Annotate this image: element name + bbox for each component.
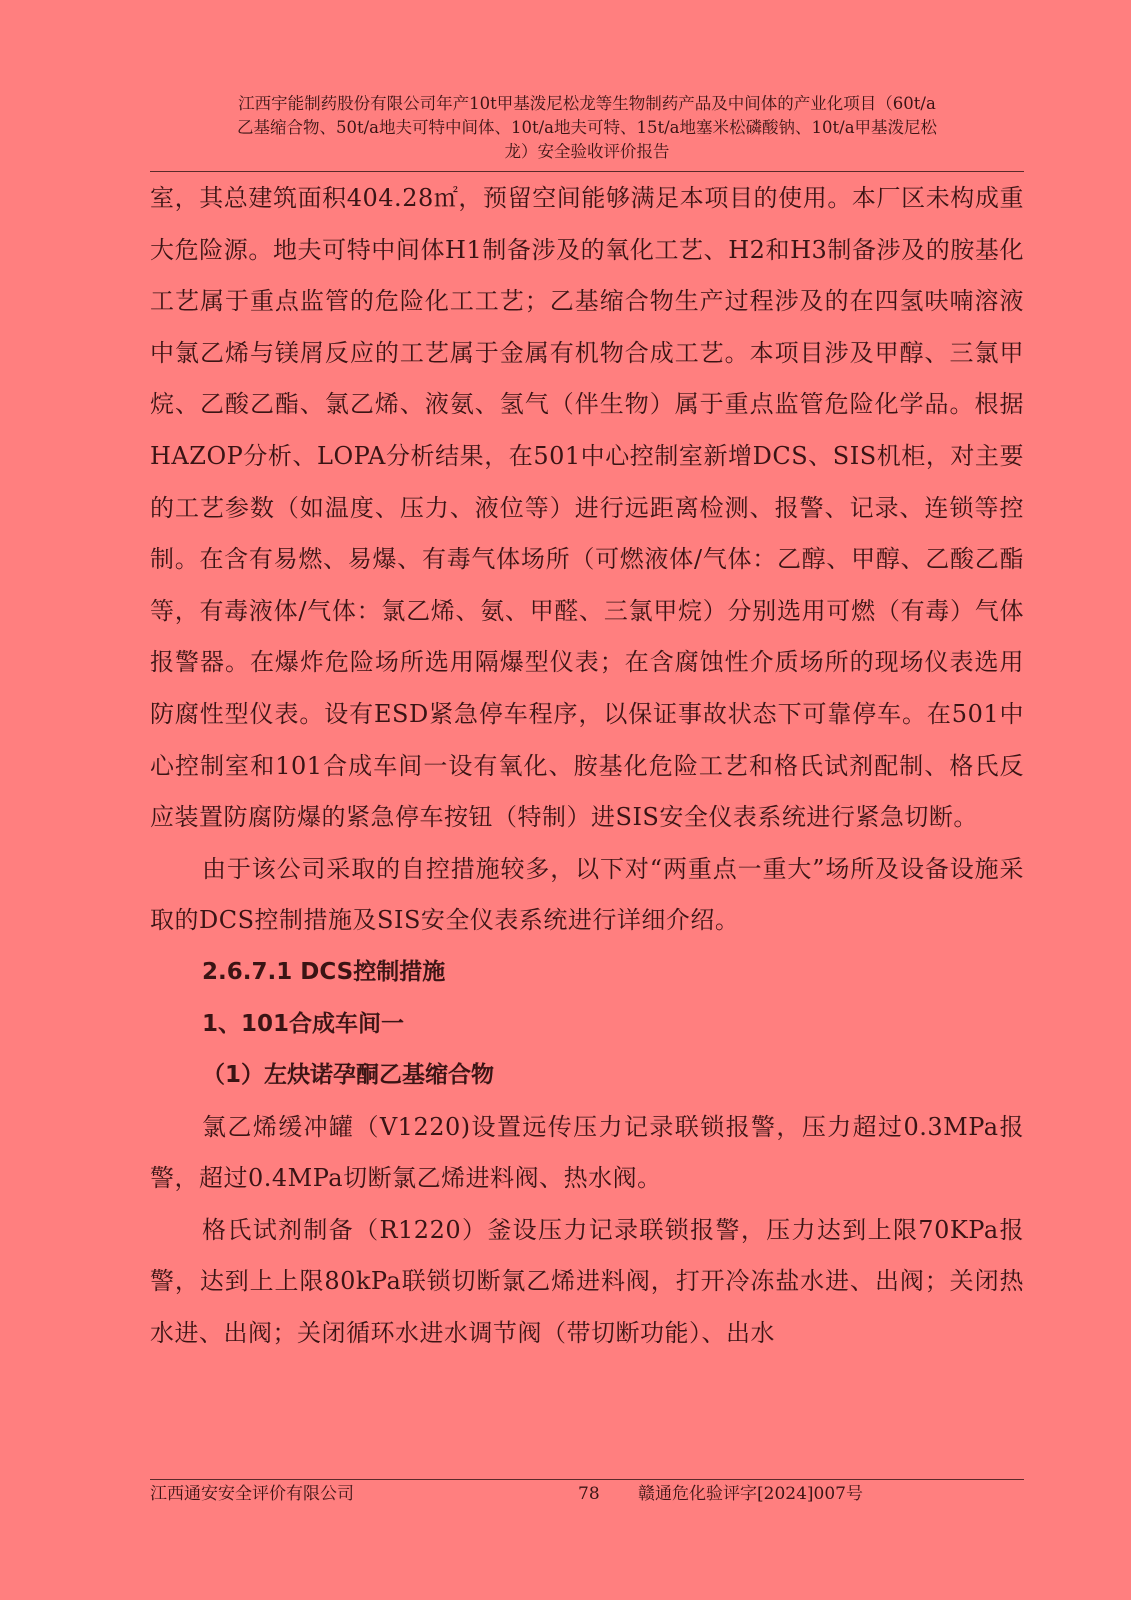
subsection-heading: 1、101合成车间一	[202, 1010, 405, 1037]
paragraph-buffer-tank: 氯乙烯缓冲罐（V1220)设置远传压力记录联锁报警，压力超过0.3MPa报警，超过0.4MPa切断氯乙烯进料阀、热水阀。	[150, 1112, 1024, 1193]
page-header	[150, 92, 1024, 164]
paragraph-grignard-reactor: 格氏试剂制备（R1220）釜设压力记录联锁报警，压力达到上限70KPa报警，达到上上限80kPa联锁切断氯乙烯进料阀，打开冷冻盐水进、出阀；关闭热水进、出阀；关闭循环水进水调节阀（带切断功能）、出水	[150, 1215, 1024, 1348]
footer-company: 江西通安安全评价有限公司	[150, 1484, 354, 1504]
page-body	[150, 173, 1024, 1360]
paragraph-safety-overview: 室，其总建筑面积404.28㎡，预留空间能够满足本项目的使用。本厂区未构成重大危险源。地夫可特中间体H1制备涉及的氧化工艺、H2和H3制备涉及的胺基化工艺属于重点监管的危险化工工艺；乙基缩合物生产过程涉及的在四氢呋喃溶液中氯乙烯与镁屑反应的工艺属于金属有机物合成工艺。本项目涉及甲醇、三氯甲烷、乙酸乙酯、氯乙烯、液氨、氢气（伴生物）属于重点监管危险化学品。根据HAZOP分析、LOPA分析结果，在501中心控制室新增DCS、SIS机柜，对主要的工艺参数（如温度、压力、液位等）进行远距离检测、报警、记录、连锁等控制。在含有易燃、易爆、有毒气体场所（可燃液体/气体：乙醇、甲醇、乙酸乙酯等，有毒液体/气体：氯乙烯、氨、甲醛、三氯甲烷）分别选用可燃（有毒）气体报警器。在爆炸危险场所选用隔爆型仪表；在含腐蚀性介质场所的现场仪表选用防腐性型仪表。设有ESD紧急停车程序，以保证事故状态下可靠停车。在501中心控制室和101合成车间一设有氧化、胺基化危险工艺和格氏试剂配制、格氏反应装置防腐防爆的紧急停车按钮（特制）进SIS安全仪表系统进行紧急切断。	[150, 184, 1024, 832]
paragraph-introduction: 由于该公司采取的自控措施较多，以下对“两重点一重大”场所及设备设施采取的DCS控制措施及SIS安全仪表系统进行详细介绍。	[150, 854, 1024, 935]
item-heading: （1）左炔诺孕酮乙基缩合物	[202, 1062, 495, 1089]
header-line-2: 乙基缩合物、50t/a地夫可特中间体、10t/a地夫可特、15t/a地塞米松磷酸钠、10t/a甲基泼尼松	[236, 118, 938, 137]
header-line-1: 江西宇能制药股份有限公司年产10t甲基泼尼松龙等生物制药产品及中间体的产业化项目（60t/a	[238, 94, 936, 113]
page-footer	[150, 1482, 1024, 1506]
page-number: 78	[578, 1484, 600, 1504]
header-divider	[150, 171, 1024, 172]
footer-divider	[150, 1479, 1024, 1480]
section-heading: 2.6.7.1 DCS控制措施	[202, 958, 446, 985]
document-number: 赣通危化验评字[2024]007号	[638, 1484, 863, 1504]
header-line-3: 龙）安全验收评价报告	[504, 142, 670, 161]
